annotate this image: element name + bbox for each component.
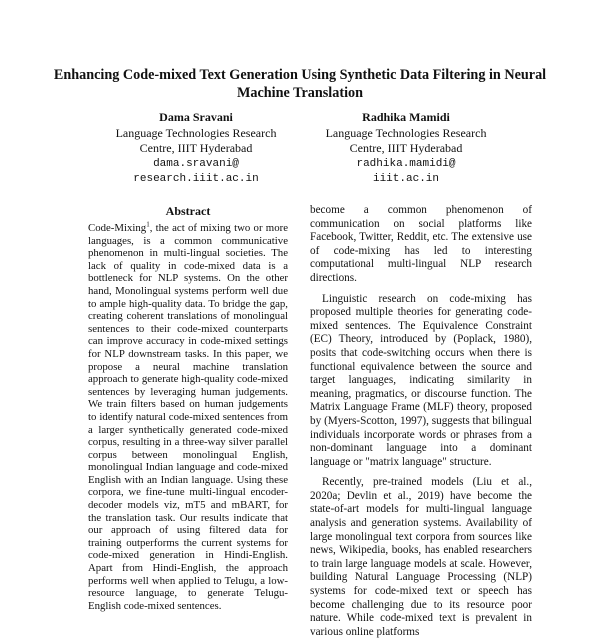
body-paragraph: Linguistic research on code-mixing has proposed multiple theories for generating code-mixed sentences. The Equivalence Constraint (EC) Theory, introduced by (Poplack, 1980), posits that code-switching occurs when there is functional equivalence between the source and target languages, indicating similarity in meaning, pragmatics, or discourse function. The Matrix Language Frame (MLF) theory, proposed by (Myers-Scotton, 1997), suggests that bilingual individuals incorporate words or phrases from a non-dominant language into a dominant language or "matrix language" structure. (310, 292, 532, 468)
author-name: Radhika Mamidi (362, 110, 450, 124)
author-affiliation: Language Technologies Research (325, 125, 487, 140)
abstract-body (88, 222, 288, 612)
author-affiliation: Language Technologies Research (115, 125, 277, 140)
author-affiliation: Centre, IIIT Hyderabad (349, 141, 463, 155)
body-paragraph: Recently, pre-trained models (Liu et al., 2020a; Devlin et al., 2019) have become the state-of-art models for multi-lingual language analysis and generation systems. Availability of large monolingual text corpora from sources like news, Wikipedia, books, has enabled researchers to train large language models at scale. However, building Natural Language Processing (NLP) systems for code-mixed text or speech has become challenging due to its resource poor nature. While code-mixed text is prevalent in various online platforms (310, 476, 532, 638)
footnote-marker: 1 (146, 220, 150, 229)
author-email: radhika.mamidi@ (356, 157, 456, 170)
right-column (310, 204, 532, 638)
paper-title: Enhancing Code-mixed Text Generation Using Synthetic Data Filtering in Neural Machine Translation (53, 67, 547, 101)
author-email: research.iiit.ac.in (133, 173, 259, 185)
abstract-lead: Code-Mixing (88, 222, 147, 234)
body-paragraph: become a common phenomenon of communication on social platforms like Facebook, Twitter, Reddit, etc. The extensive use of code-mixing has led to interesting computational multi-lingual NLP research directions. (310, 204, 532, 284)
author-affiliation: Centre, IIIT Hyderabad (139, 141, 253, 155)
abstract-heading: Abstract (165, 204, 211, 218)
author-email: iiit.ac.in (372, 173, 439, 185)
author-email: dama.sravani@ (153, 157, 239, 170)
author-block-1 (86, 110, 306, 188)
author-block-2 (296, 110, 516, 188)
author-name: Dama Sravani (159, 110, 233, 124)
abstract-text: , the act of mixing two or more languages, is a common communicative phenomenon in multi-lingual societies. The lack of quality in code-mixed data is a bottleneck for NLP systems. On the other hand, Monolingual systems perform well due to ample high-quality data. To bridge the gap, creating coherent translations of monolingual sentences to their code-mixed counterparts can improve accuracy in code-mixed settings for NLP downstream tasks. In this paper, we propose a neural machine translation approach to generate high-quality code-mixed sentences by leveraging human judgements. We train filters based on human judgements to identify natural code-mixed sentences from a larger synthetically generated code-mixed corpus, resulting in a three-way silver parallel corpus between monolingual English, monolingual Indian language and code-mixed English with an Indian language. Using these corpora, we fine-tune multi-lingual encoder-decoder models viz, mT5 and mBART, for the translation task. Our results indicate that our approach of using filtered data for training outperforms the current systems for code-mixed generation in Hindi-English. Apart from Hindi-English, the approach performs well when applied to Telugu, a low-resource language, to generate Telugu-English code-mixed sentences. (88, 222, 288, 612)
